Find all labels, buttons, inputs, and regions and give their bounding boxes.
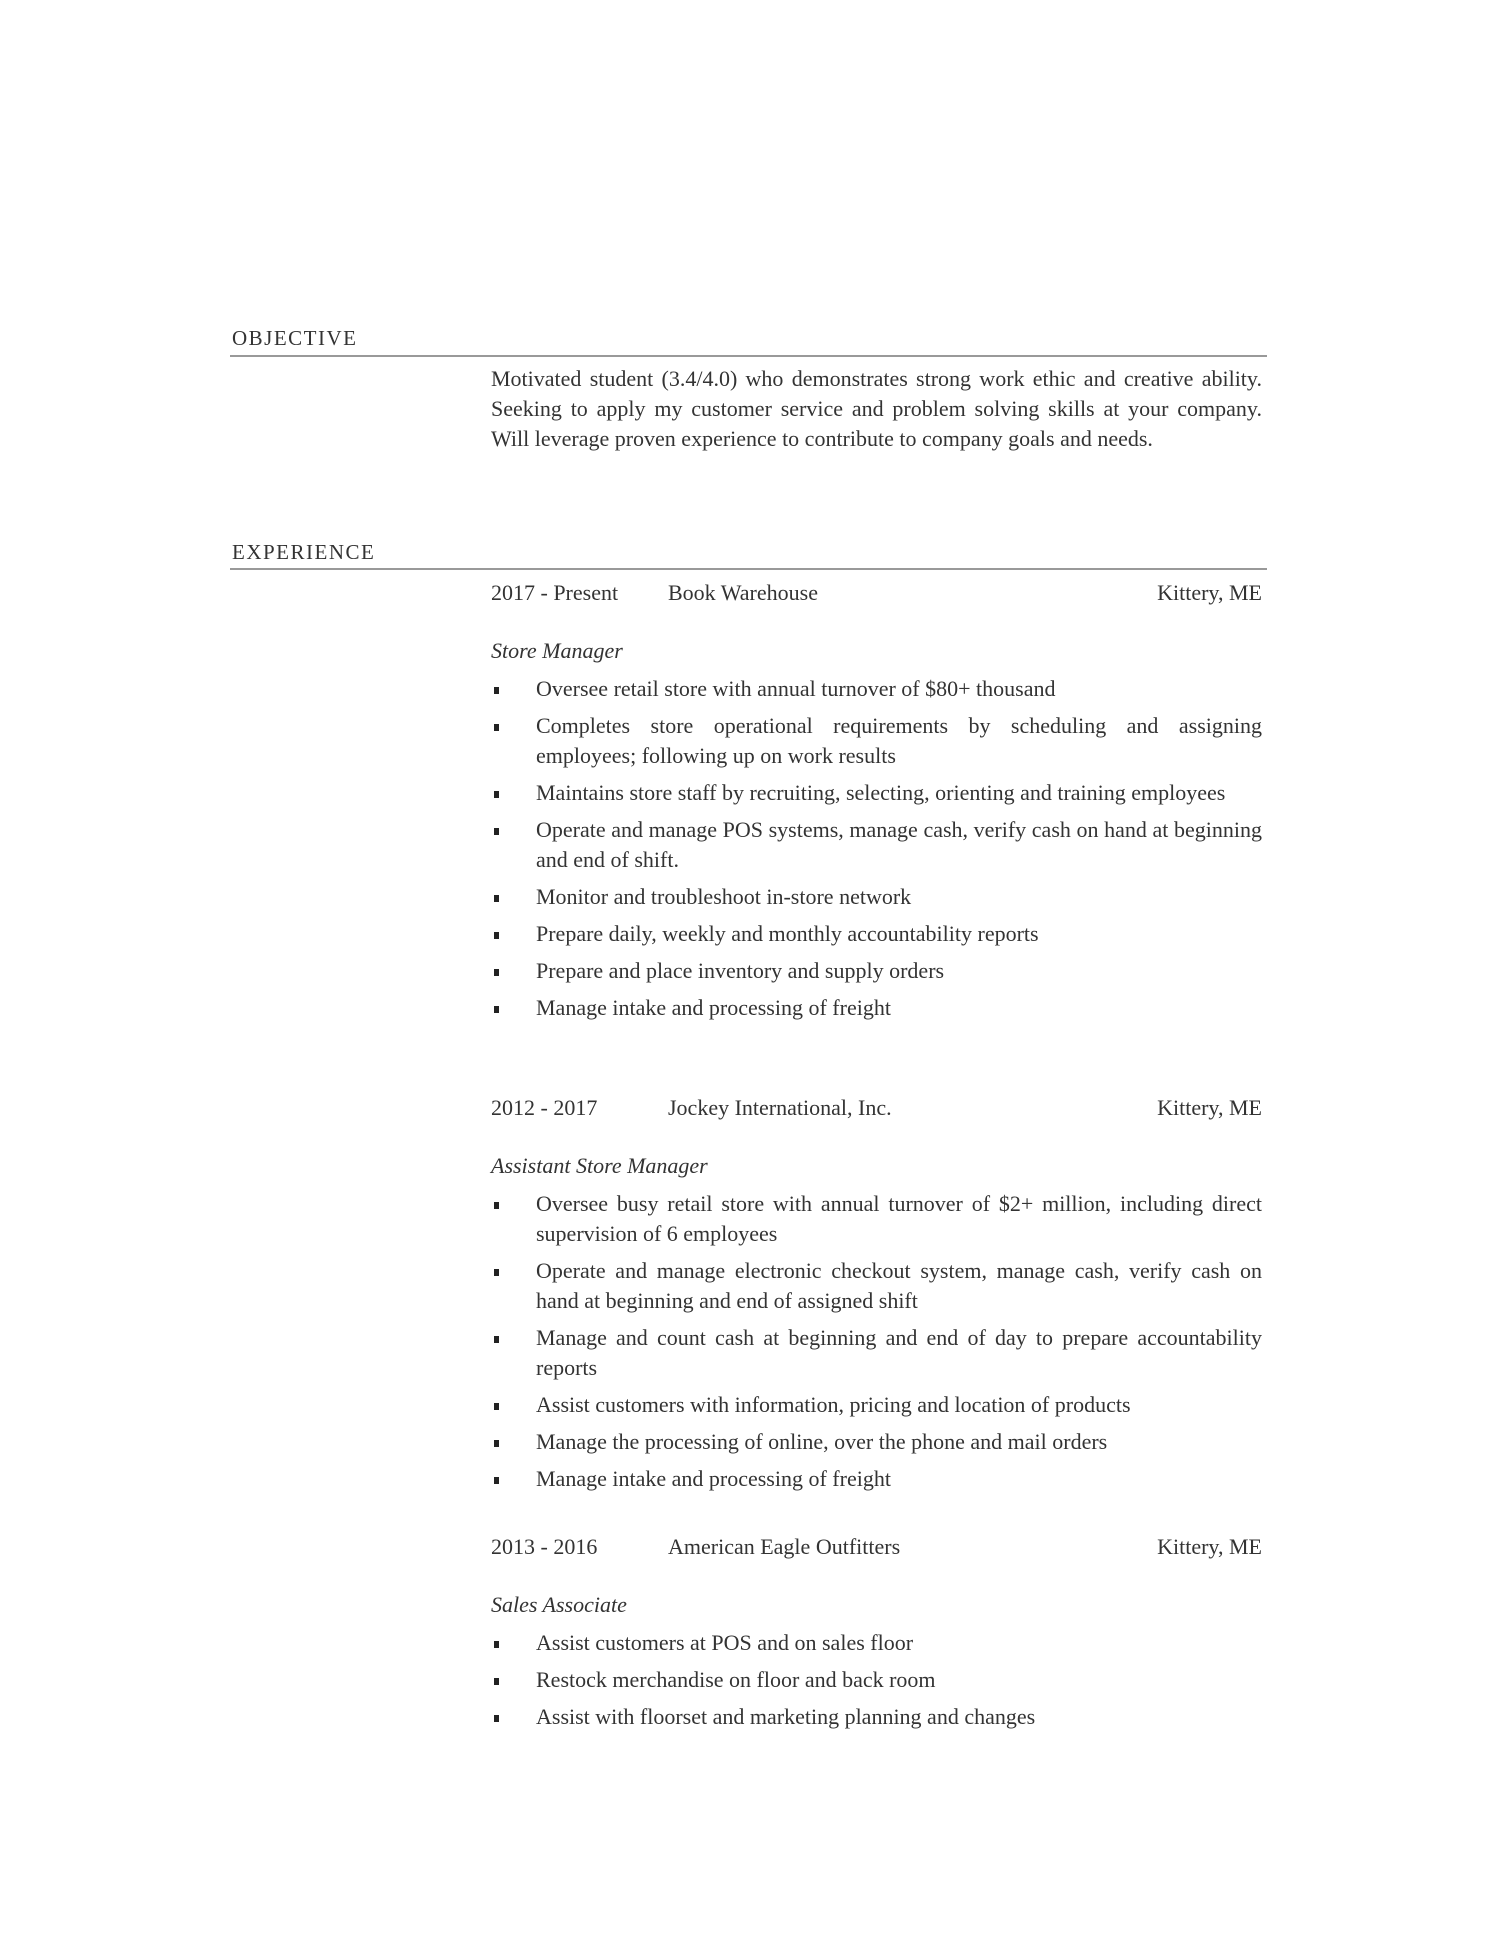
list-item (491, 1665, 1262, 1695)
square-bullet-icon (494, 687, 499, 694)
square-bullet-icon (494, 1678, 499, 1685)
list-item (491, 1628, 1262, 1658)
list-item (491, 1702, 1262, 1732)
list-item (491, 1464, 1262, 1494)
section-divider (230, 568, 1267, 570)
job-dates: 2017 - Present (491, 580, 619, 605)
square-bullet-icon (494, 1202, 499, 1209)
job-location: Kittery, ME (1157, 1534, 1262, 1559)
list-item (491, 1323, 1262, 1383)
job-location: Kittery, ME (1157, 580, 1262, 605)
job-entry (491, 1093, 1262, 1501)
job-dates: 2012 - 2017 (491, 1095, 598, 1120)
list-item (491, 1189, 1262, 1249)
section-divider (230, 355, 1267, 357)
job-title: Sales Associate (491, 1592, 627, 1617)
bullet-text: Prepare and place inventory and supply orders (536, 958, 945, 983)
bullet-text: Restock merchandise on floor and back room (536, 1667, 936, 1692)
job-bullets (491, 1189, 1262, 1494)
bullet-text: Operate and manage POS systems, manage cash, verify cash on hand at beginning and end of shift. (536, 817, 1262, 872)
job-location: Kittery, ME (1157, 1095, 1262, 1120)
bullet-text: Monitor and troubleshoot in-store network (536, 884, 912, 909)
square-bullet-icon (494, 1336, 499, 1343)
bullet-text: Manage intake and processing of freight (536, 995, 891, 1020)
bullet-text: Operate and manage electronic checkout system, manage cash, verify cash on hand at beginning and end of assigned shift (536, 1258, 1262, 1313)
bullet-text: Assist with floorset and marketing planning and changes (536, 1704, 1036, 1729)
job-dates: 2013 - 2016 (491, 1534, 598, 1559)
list-item (491, 778, 1262, 808)
job-entry (491, 1532, 1262, 1739)
square-bullet-icon (494, 1269, 499, 1276)
square-bullet-icon (494, 1715, 499, 1722)
list-item (491, 711, 1262, 771)
bullet-text: Manage the processing of online, over the phone and mail orders (536, 1429, 1108, 1454)
job-company: American Eagle Outfitters (668, 1534, 901, 1559)
list-item (491, 1256, 1262, 1316)
job-header (491, 1093, 1262, 1123)
section-heading-objective: OBJECTIVE (232, 326, 358, 350)
job-company: Book Warehouse (668, 580, 818, 605)
bullet-text: Assist customers with information, pricing and location of products (536, 1392, 1131, 1417)
job-bullets (491, 674, 1262, 1023)
bullet-text: Maintains store staff by recruiting, selecting, orienting and training employees (536, 780, 1226, 805)
square-bullet-icon (494, 828, 499, 835)
square-bullet-icon (494, 969, 499, 976)
square-bullet-icon (494, 1403, 499, 1410)
bullet-text: Completes store operational requirements by scheduling and assigning employees; following up on work results (536, 713, 1262, 768)
objective-text: Motivated student (3.4/4.0) who demonstrates strong work ethic and creative ability. Seeking to apply my customer service and problem solving skills at your company. Will leverage proven experience to contribute to company goals and needs. (491, 366, 1262, 451)
square-bullet-icon (494, 895, 499, 902)
bullet-text: Assist customers at POS and on sales floor (536, 1630, 914, 1655)
bullet-text: Manage and count cash at beginning and end of day to prepare accountability reports (536, 1325, 1262, 1380)
square-bullet-icon (494, 791, 499, 798)
square-bullet-icon (494, 1477, 499, 1484)
bullet-text: Oversee busy retail store with annual turnover of $2+ million, including direct supervision of 6 employees (536, 1191, 1262, 1246)
bullet-text: Oversee retail store with annual turnover of $80+ thousand (536, 676, 1056, 701)
section-heading-experience: EXPERIENCE (232, 540, 376, 564)
square-bullet-icon (494, 1006, 499, 1013)
job-header (491, 578, 1262, 608)
list-item (491, 919, 1262, 949)
square-bullet-icon (494, 724, 499, 731)
square-bullet-icon (494, 1641, 499, 1648)
square-bullet-icon (494, 932, 499, 939)
job-header (491, 1532, 1262, 1562)
list-item (491, 1427, 1262, 1457)
bullet-text: Prepare daily, weekly and monthly accountability reports (536, 921, 1039, 946)
square-bullet-icon (494, 1440, 499, 1447)
list-item (491, 882, 1262, 912)
job-title: Store Manager (491, 638, 623, 663)
list-item (491, 674, 1262, 704)
job-entry (491, 578, 1262, 1030)
job-bullets (491, 1628, 1262, 1732)
job-company: Jockey International, Inc. (668, 1095, 892, 1120)
list-item (491, 993, 1262, 1023)
bullet-text: Manage intake and processing of freight (536, 1466, 891, 1491)
list-item (491, 815, 1262, 875)
list-item (491, 1390, 1262, 1420)
job-title: Assistant Store Manager (491, 1153, 708, 1178)
list-item (491, 956, 1262, 986)
